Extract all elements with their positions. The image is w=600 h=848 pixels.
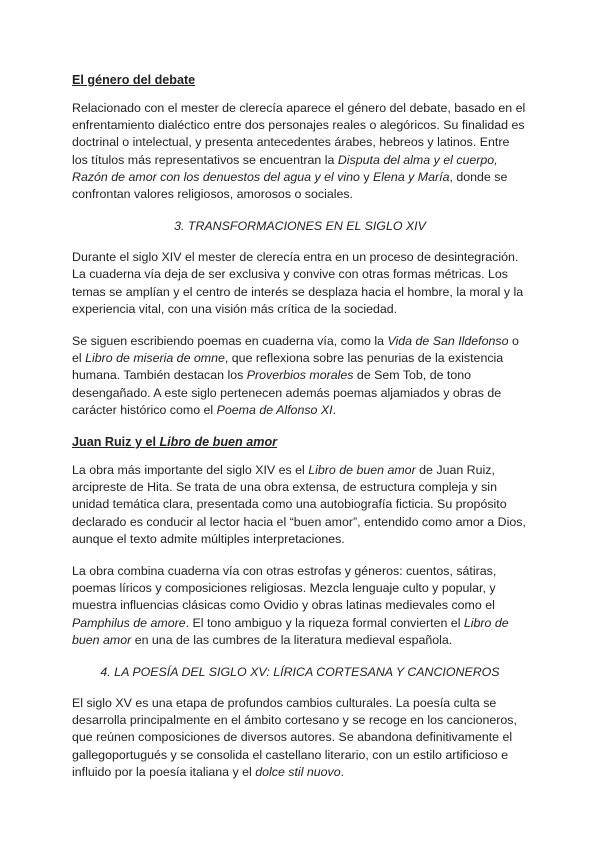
paragraph-debate xyxy=(72,100,528,203)
text-run: Juan Ruiz y el xyxy=(72,435,160,450)
italic-title: Proverbios morales xyxy=(246,368,354,383)
paragraph-cuaderna-via xyxy=(72,333,528,419)
paragraph-libro-buen-amor xyxy=(72,462,528,548)
text-run: Durante el siglo XIV el mester de clerecía entra en un proceso de desintegración. La cuaderna vía deja de ser exclusiva y convive con otras formas métricas. Los temas se amplían y el centro de interés se desplaza hacia el hombre, la moral y la experiencia vital, con una visión más crítica de la sociedad. xyxy=(72,250,524,316)
italic-title: Vida de San Ildefonso xyxy=(387,334,509,349)
text-run: o el xyxy=(72,334,519,366)
text-run: 3. TRANSFORMACIONES EN EL SIGLO XIV xyxy=(174,219,426,234)
heading-genero-debate xyxy=(72,72,528,89)
text-run: El género del debate xyxy=(72,73,196,87)
section-title-siglo-xv xyxy=(72,664,528,681)
text-run: . xyxy=(340,764,345,779)
text-run: Relacionado con el mester de clerecía aparece el género del debate, basado en el enfrentamiento dialéctico entre dos personajes reales o alegóricos. Su finalidad es doctrinal o intelectual, y presenta antecedentes árabes, hebreos y latinos. Entre los títulos más representativos se encuentran la xyxy=(72,101,526,167)
italic-title: Poema de Alfonso XI xyxy=(216,402,333,417)
text-run: de Sem Tob, de tono desengañado. A este siglo pertenecen además poemas aljamiados y obras de carácter histórico como el xyxy=(72,368,502,417)
text-run: , donde se confrontan valores religiosos, amorosos o sociales. xyxy=(72,169,508,202)
italic-title: Libro de miseria de omne xyxy=(85,351,225,366)
text-run: , que reflexiona sobre las penurias de la existencia humana. También destacan los xyxy=(72,351,504,383)
text-run: . El tono ambiguo y la riqueza formal convierten el xyxy=(185,615,464,630)
italic-title: Elena y María xyxy=(373,169,450,184)
text-run: El siglo XV es una etapa de profundos cambios culturales. La poesía culta se desarrolla principalmente en el ámbito cortesano y se recoge en los cancioneros, que reúnen composiciones de diversos autores. Se abandona definitivamente el gallegoportugués y se consolida el castellano literario, con un estilo artificioso e influido por la poesía italiana y el xyxy=(72,696,517,779)
italic-title: Pamphilus de amore xyxy=(72,615,186,630)
section-title-siglo-xiv xyxy=(72,218,528,235)
italic-title: Libro de buen amor xyxy=(72,615,509,647)
paragraph-desintegracion xyxy=(72,249,528,318)
text-run: en una de las cumbres de la literatura medieval española. xyxy=(131,632,453,647)
paragraph-siglo-xv xyxy=(72,695,528,781)
italic-title: dolce stil nuovo xyxy=(255,764,341,779)
text-run: Se siguen escribiendo poemas en cuaderna vía, como la xyxy=(72,334,388,349)
italic-title: Libro de buen amor xyxy=(308,463,416,478)
paragraph-combinacion xyxy=(72,563,528,649)
text-run: y xyxy=(359,169,374,184)
text-run: La obra más importante del siglo XIV es el xyxy=(72,463,309,478)
text-run: 4. LA POESÍA DEL SIGLO XV: LÍRICA CORTESANA Y CANCIONEROS xyxy=(100,665,500,680)
text-run: de Juan Ruiz, arcipreste de Hita. Se trata de una obra extensa, de estructura compleja y sin unidad temática clara, presentada como una autobiografía ficticia. Su propósito declarado es conducir al lector hacia el “buen amor”, entendido como amor a Dios, aunque el texto admite múltiples interpretaciones. xyxy=(72,463,526,546)
italic-title: Libro de buen amor xyxy=(159,435,278,450)
text-run: La obra combina cuaderna vía con otras estrofas y géneros: cuentos, sátiras, poemas líricos y composiciones religiosas. Mezcla lenguaje culto y popular, y muestra influencias clásicas como Ovidio y obras latinas medievales como el xyxy=(72,564,497,613)
italic-title: Disputa del alma y el cuerpo, Razón de amor con los denuestos del agua y el vino xyxy=(72,152,498,184)
text-run: . xyxy=(332,402,337,417)
heading-juan-ruiz xyxy=(72,434,528,451)
